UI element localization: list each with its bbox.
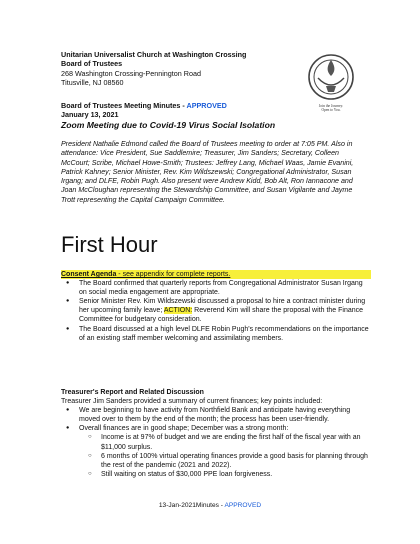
list-item: ● Senior Minister Rev. Kim Wildszewski discussed a proposal to hire a contract minister during her upcoming family leave; ACTION: Reverend Kim will share the proposal with the Finance Committee for budgetary consideration.: [61, 297, 371, 324]
zoom-note: Zoom Meeting due to Covid-19 Virus Social Isolation: [61, 119, 276, 130]
board-name: Board of Trustees: [61, 59, 123, 69]
list-item: ● The Board confirmed that quarterly reports from Congregational Administrator Susan Irgang on social media engagement are appropriate.: [61, 279, 371, 297]
chalice-logo-icon: [300, 52, 362, 102]
page-footer: 13-Jan-2021Minutes - APPROVED: [158, 502, 262, 509]
list-item: ● The Board discussed at a high level DLFE Robin Pugh's recommendations on the importance of an existing staff member welcoming and assimilating members.: [61, 325, 371, 343]
treasurer-report: [61, 388, 371, 479]
section-title: First Hour: [61, 232, 158, 257]
minutes-heading: [61, 101, 301, 131]
attendance-paragraph: President Nathalie Edmond called the Board of Trustees meeting to order at 7:05 PM. Also in attendance: Vice President, Sue Saddlemire; Treasurer, Jim Sanders; Secretary, Colleen McCourt; Scribe, Michael Howe-Smith; Trustees: Jeffrey Lang, Michael Waas, Jamie Evanini, Patrick Kahney; Senior Minister, Rev. Kim Wildszewski; Congregational Administrator, Susan Irgang; and DLFE, Robin Pugh. Also present were Andrew Kidd, Bob Alt, Ron Iannacone and Joan McCloughan representing the Stewardship Committee, and Susan Vigilante and Jayme Trott representing the Capital Campaign Committee.: [61, 140, 354, 204]
address-line-2: Titusville, NJ 08560: [61, 77, 124, 87]
sub-list-item: ○ 6 months of 100% virtual operating finances provide a good basis for planning through the rest of the pandemic (2021 and 2022).: [83, 452, 371, 470]
action-label: ACTION:: [163, 307, 193, 315]
list-item: ● Overall finances are in good shape; December was a strong month:: [61, 424, 371, 433]
status-badge: APPROVED: [186, 101, 227, 110]
treasurer-intro: Treasurer Jim Sanders provided a summary of current finances; key points included:: [61, 398, 323, 406]
footer-status: APPROVED: [224, 502, 262, 509]
minutes-title: Board of Trustees Meeting Minutes - APPROVED: [61, 101, 227, 110]
org-name: Unitarian Universalist Church at Washington Crossing: [61, 50, 247, 59]
address-line-1: 268 Washington Crossing-Pennington Road: [61, 68, 201, 78]
logo-caption: Join the Journey. Open to You.: [318, 104, 344, 113]
sub-list-item: ○ Income is at 97% of budget and we are ending the first half of the fiscal year with an $11,000 surplus.: [83, 433, 371, 451]
sub-list-item: ○ Still waiting on status of $30,000 PPE loan forgiveness.: [83, 470, 371, 479]
treasurer-title: Treasurer's Report and Related Discussion: [61, 389, 204, 396]
church-logo: [300, 52, 362, 118]
meeting-date: January 13, 2021: [61, 110, 119, 120]
consent-agenda-title: Consent Agenda - see appendix for complete reports.: [61, 270, 371, 279]
church-header: [61, 50, 291, 87]
consent-list: [61, 279, 371, 343]
list-item: ● We are beginning to have activity from Northfield Bank and anticipate having everything moved over to them by the end of the month; the process has been user-friendly.: [61, 406, 371, 424]
treasurer-list: [61, 406, 371, 479]
consent-agenda: [61, 270, 371, 343]
